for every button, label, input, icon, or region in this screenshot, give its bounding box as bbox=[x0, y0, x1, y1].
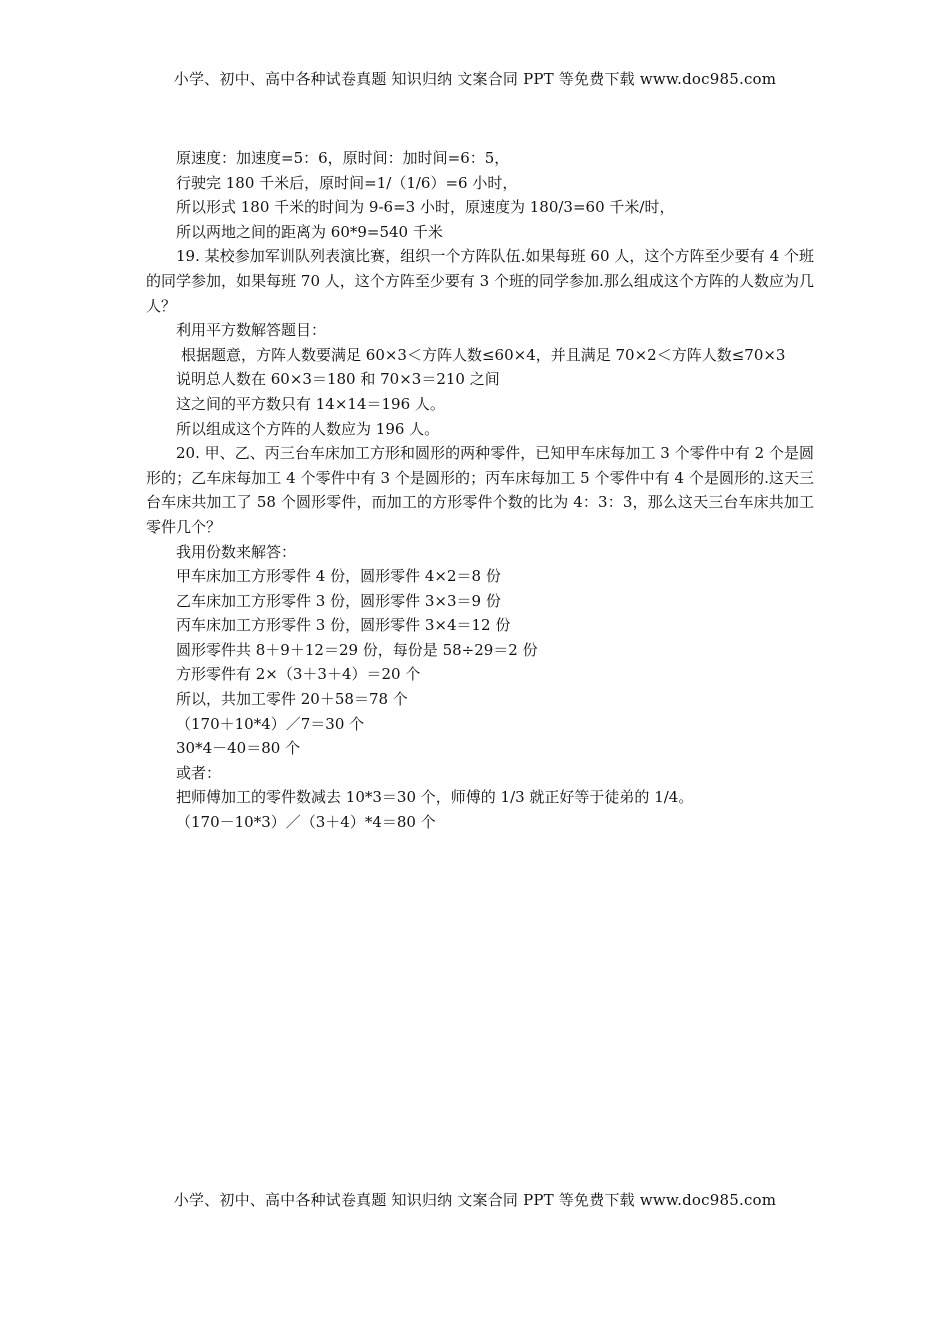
solution-line: 原速度：加速度=5：6，原时间：加时间=6：5， bbox=[176, 149, 510, 167]
q20-step: 把师傅加工的零件数减去 10*3＝30 个，师傅的 1/3 就正好等于徒弟的 1/4。 bbox=[176, 788, 694, 807]
q20-step: （170－10*3）／（3＋4）*4＝80 个 bbox=[176, 813, 436, 832]
question-20: 20. 甲、乙、丙三台车床加工方形和圆形的两种零件，已知甲车床每加工 3 个零件中有 2 个是圆形的；乙车床每加工 4 个零件中有 3 个是圆形的；丙车床每加工 5 个零件中有 4 个是圆形的.这天三台车床共加工了 58 个圆形零件，而加工的方形零件个数的比为 4：3：3，那么这天三台车床共加工零件几个？ bbox=[146, 444, 814, 536]
q20-step: 乙车床加工方形零件 3 份，圆形零件 3×3＝9 份 bbox=[176, 591, 501, 610]
q20-step: 所以，共加工零件 20＋58＝78 个 bbox=[176, 690, 408, 709]
q19-method: 利用平方数解答题目： bbox=[176, 321, 327, 340]
q20-step: 丙车床加工方形零件 3 份，圆形零件 3×4＝12 份 bbox=[176, 616, 511, 635]
question-19: 19. 某校参加军训队列表演比赛，组织一个方阵队伍.如果每班 60 人，这个方阵至少要有 4 个班的同学参加，如果每班 70 人，这个方阵至少要有 3 个班的同学参加.那么组成这个方阵的人数应为几人？ bbox=[146, 247, 814, 315]
q19-step: 说明总人数在 60×3＝180 和 70×3＝210 之间 bbox=[176, 370, 500, 389]
q19-step: 这之间的平方数只有 14×14＝196 人。 bbox=[176, 394, 445, 413]
q20-step: 我用份数来解答： bbox=[176, 542, 297, 561]
q20-step: 或者： bbox=[176, 763, 222, 782]
q20-step: 甲车床加工方形零件 4 份，圆形零件 4×2＝8 份 bbox=[176, 567, 501, 586]
q20-step: 30*4－40＝80 个 bbox=[176, 739, 301, 758]
q20-step: 圆形零件共 8＋9＋12＝29 份，每份是 58÷29＝2 份 bbox=[176, 640, 538, 659]
document-body bbox=[146, 146, 814, 835]
q19-analysis: 根据题意，方阵人数要满足 60×3＜方阵人数≤60×4，并且满足 70×2＜方阵人数≤70×3 bbox=[181, 345, 786, 364]
solution-line: 所以形式 180 千米的时间为 9-6=3 小时，原速度为 180/3=60 千米/时， bbox=[176, 198, 675, 217]
page-footer: 小学、初中、高中各种试卷真题 知识归纳 文案合同 PPT 等免费下载 www.doc985.com bbox=[173, 1191, 777, 1209]
q20-step: （170＋10*4）／7＝30 个 bbox=[176, 714, 365, 733]
q19-step: 所以组成这个方阵的人数应为 196 人。 bbox=[176, 419, 440, 438]
solution-line: 所以两地之间的距离为 60*9=540 千米 bbox=[176, 222, 443, 241]
page-header: 小学、初中、高中各种试卷真题 知识归纳 文案合同 PPT 等免费下载 www.doc985.com bbox=[173, 70, 777, 88]
q20-step: 方形零件有 2×（3＋3＋4）＝20 个 bbox=[176, 665, 421, 684]
solution-line: 行驶完 180 千米后，原时间=1/（1/6）=6 小时， bbox=[176, 173, 518, 192]
